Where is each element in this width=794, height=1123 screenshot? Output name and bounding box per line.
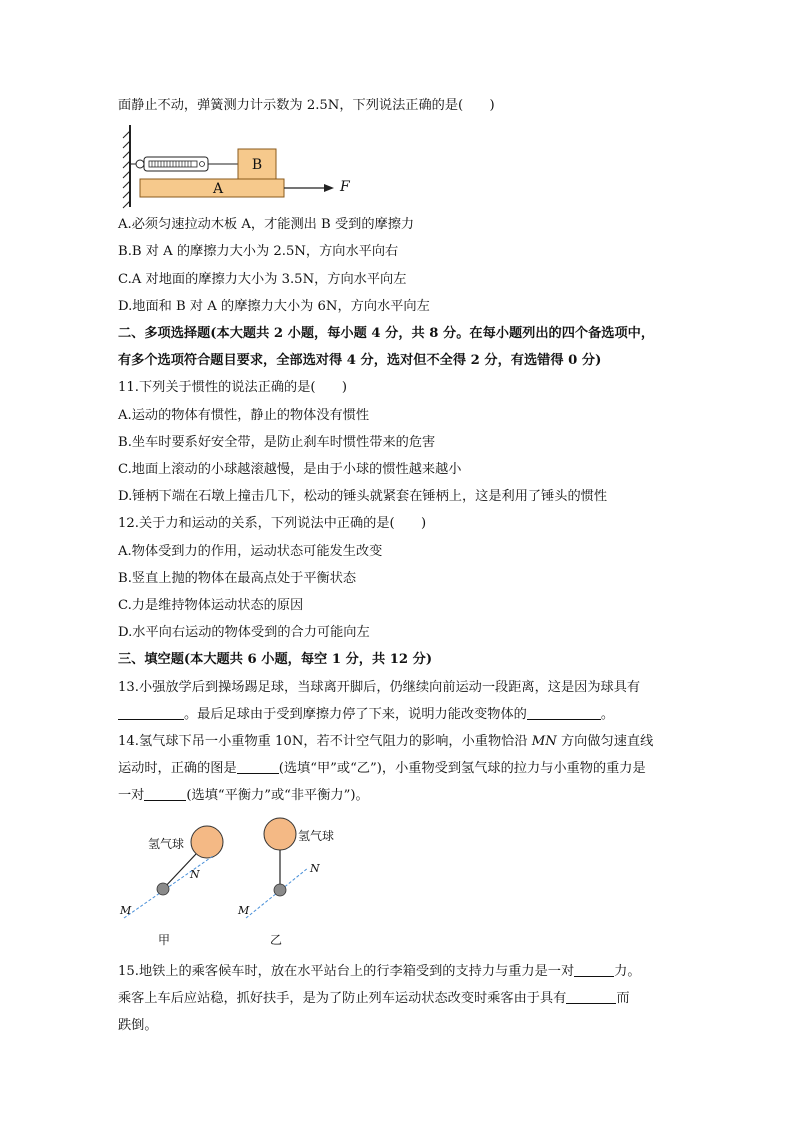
q14-line3-text-b: (选填“平衡力”或“非平衡力”)。: [186, 788, 369, 804]
q13-blank-2[interactable]: [527, 705, 601, 720]
section3-heading: 三、填空题(本大题共 6 小题，每空 1 分，共 12 分): [118, 652, 433, 668]
jia-weight: [157, 883, 169, 895]
yi-weight: [274, 884, 286, 896]
yi-balloon: [264, 818, 296, 850]
q14-figure: [118, 816, 678, 958]
yi-balloon-label: 氢气球: [298, 828, 335, 843]
q14-mn-label: MN: [531, 734, 557, 750]
q14-line3: [118, 782, 678, 809]
q15-blank-1[interactable]: [574, 962, 614, 977]
q13-line1: 13.小强放学后到操场踢足球，当球离开脚后，仍继续向前运动一段距离，这是因为球具有: [118, 679, 641, 695]
spring-scale: [130, 157, 238, 171]
yi-m-label: M: [238, 903, 250, 917]
q15-line2-text-a: 乘客上车后应站稳，抓好扶手，是为了防止列车运动状态改变时乘客由于具有: [118, 990, 567, 1006]
q10-option-c: C.A 对地面的摩擦力大小为 3.5N，方向水平向左: [118, 271, 407, 287]
q15-line1-text-b: 力。: [614, 963, 641, 979]
q14-line2-text-a: 运动时，正确的图是: [118, 761, 237, 777]
caption-jia: 甲: [158, 932, 171, 947]
q15-line2-text-b: 而: [616, 990, 630, 1006]
q14-line2: [118, 755, 678, 782]
q14-line2-text-b: (选填“甲”或“乙”)，小重物受到氢气球的拉力与小重物的重力是: [278, 761, 646, 777]
jia-balloon-label: 氢气球: [148, 836, 185, 851]
q12-option-d: D.水平向右运动的物体受到的合力可能向左: [118, 625, 370, 641]
section2-heading-line2: 有多个选项符合题目要求，全部选对得 4 分，选对但不全得 2 分，有选错得 0 分): [118, 353, 602, 369]
q11-stem: 11.下列关于惯性的说法正确的是( ): [118, 380, 348, 396]
board-a-label: A: [212, 181, 224, 198]
q15-line2: [118, 985, 678, 1012]
q13-blank-1[interactable]: [118, 705, 184, 720]
q14-blank-2[interactable]: [144, 786, 186, 801]
q10-figure: [118, 121, 678, 209]
q14-line1-text-a: 14.氢气球下吊一小重物重 10N，若不计空气阻力的影响，小重物恰沿: [118, 734, 532, 750]
q11-option-c: C.地面上滚动的小球越滚越慢，是由于小球的惯性越来越小: [118, 462, 462, 478]
q14-blank-1[interactable]: [237, 759, 279, 774]
diagram-yi: [237, 818, 334, 947]
exam-page: [118, 92, 678, 1039]
q12-option-c: C.力是维持物体运动状态的原因: [118, 598, 304, 614]
force-arrowhead: [324, 184, 334, 192]
block-b-label: B: [251, 157, 263, 174]
jia-n-label: N: [190, 867, 200, 881]
q10-option-a: A.必须匀速拉动木板 A，才能测出 B 受到的摩擦力: [118, 217, 415, 233]
jia-balloon: [191, 826, 223, 858]
q13-line2-text: 。最后足球由于受到摩擦力停了下来，说明力能改变物体的: [184, 706, 527, 722]
q15-line1: [118, 958, 678, 985]
q12-option-b: B.竖直上抛的物体在最高点处于平衡状态: [118, 570, 357, 586]
jia-m-label: M: [120, 903, 132, 917]
diagram-jia: [119, 826, 223, 947]
q10-stem-tail: 面静止不动，弹簧测力计示数为 2.5N，下列说法正确的是( ): [118, 98, 495, 113]
q15-line1-text-a: 15.地铁上的乘客候车时，放在水平站台上的行李箱受到的支持力与重力是一对: [118, 963, 575, 979]
q10-option-d: D.地面和 B 对 A 的摩擦力大小为 6N，方向水平向左: [118, 298, 430, 314]
q11-option-a: A.运动的物体有惯性，静止的物体没有惯性: [118, 407, 370, 423]
force-label: F: [340, 179, 350, 196]
q13-line2-end: 。: [600, 706, 615, 722]
q12-stem: 12.关于力和运动的关系，下列说法中正确的是( ): [118, 516, 427, 532]
q14-line1-text-b: 方向做匀速直线: [556, 734, 654, 750]
q15-line3: 跌倒。: [118, 1018, 158, 1034]
q10-option-b: B.B 对 A 的摩擦力大小为 2.5N，方向水平向右: [118, 244, 399, 260]
section2-heading-line1: 二、多项选择题(本大题共 2 小题，每小题 4 分，共 8 分。在每小题列出的四个备选项中，: [118, 326, 655, 342]
caption-yi: 乙: [270, 932, 283, 947]
q11-option-b: B.坐车时要系好安全带，是防止刹车时惯性带来的危害: [118, 434, 436, 450]
yi-n-label: N: [310, 861, 320, 875]
q13-line2: [118, 701, 678, 728]
q12-option-a: A.物体受到力的作用，运动状态可能发生改变: [118, 543, 383, 559]
friction-apparatus-diagram: [118, 121, 378, 209]
balloon-diagrams: [118, 816, 358, 958]
wall-hatching: [123, 131, 130, 208]
q15-blank-2[interactable]: [566, 989, 616, 1004]
q14-line3-text-a: 一对: [118, 788, 145, 804]
q11-option-d: D.锤柄下端在石墩上撞击几下，松动的锤头就紧套在锤柄上，这是利用了锤头的惯性: [118, 489, 608, 505]
q14-line1: [118, 728, 678, 755]
